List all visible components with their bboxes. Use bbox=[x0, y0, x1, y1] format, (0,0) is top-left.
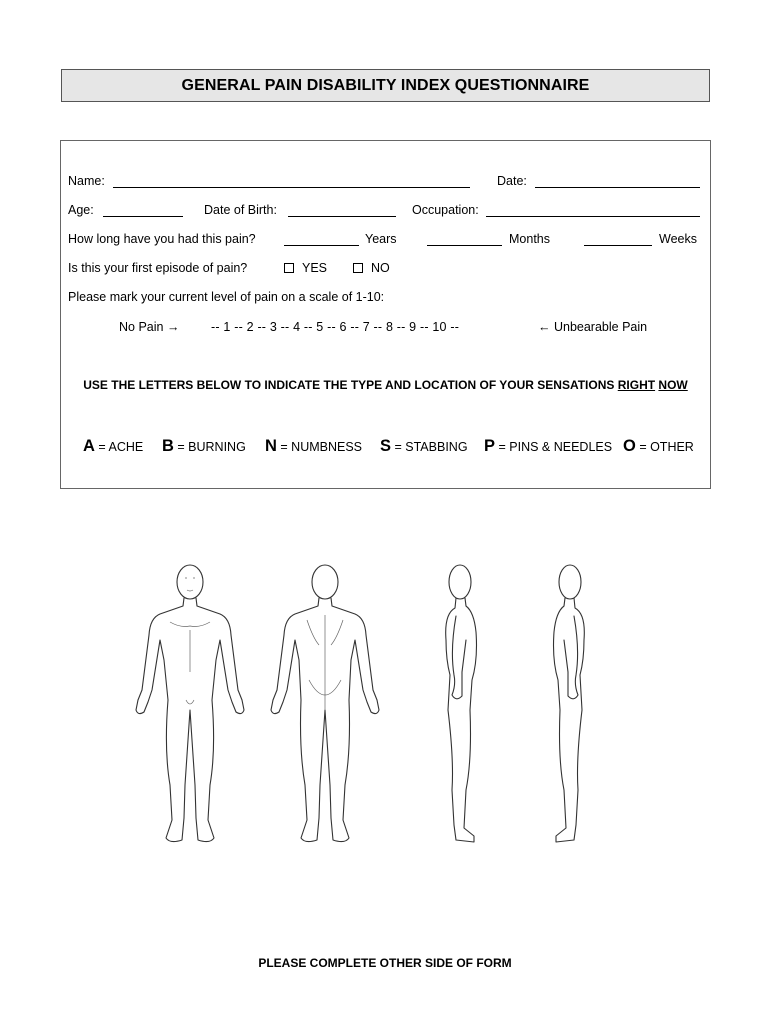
yes-label: YES bbox=[302, 261, 328, 275]
age-field[interactable] bbox=[103, 216, 183, 217]
pain-scale-prompt: Please mark your current level of pain on a scale of 1-10: bbox=[68, 290, 385, 304]
body-back-view[interactable] bbox=[271, 565, 379, 842]
weeks-field[interactable] bbox=[584, 245, 652, 246]
unbearable-pain-label: ← Unbearable Pain bbox=[538, 320, 648, 334]
instruction-text: USE THE LETTERS BELOW TO INDICATE THE TYPE AND LOCATION OF YOUR SENSATIONS bbox=[83, 378, 615, 392]
dob-field[interactable] bbox=[288, 216, 396, 217]
years-field[interactable] bbox=[284, 245, 359, 246]
years-label: Years bbox=[365, 232, 397, 246]
sensation-instruction bbox=[61, 378, 710, 392]
name-field[interactable] bbox=[113, 187, 470, 188]
no-label: NO bbox=[371, 261, 390, 275]
legend-burning: B = BURNING bbox=[162, 437, 246, 455]
months-field[interactable] bbox=[427, 245, 502, 246]
patient-info-section bbox=[60, 140, 711, 489]
legend-other: O = OTHER bbox=[623, 437, 694, 455]
legend-ache: A = ACHE bbox=[83, 437, 144, 455]
legend-stabbing: S = STABBING bbox=[380, 437, 468, 455]
no-pain-label: No Pain → bbox=[119, 320, 180, 334]
dob-label: Date of Birth: bbox=[204, 203, 277, 217]
date-field[interactable] bbox=[535, 187, 700, 188]
first-episode-label: Is this your first episode of pain? bbox=[68, 261, 248, 275]
legend-pins-needles: P = PINS & NEEDLES bbox=[484, 437, 613, 455]
occupation-field[interactable] bbox=[486, 216, 700, 217]
no-option[interactable] bbox=[353, 261, 390, 275]
name-label: Name: bbox=[68, 174, 105, 188]
yes-option[interactable] bbox=[284, 261, 327, 275]
pain-scale[interactable]: -- 1 -- 2 -- 3 -- 4 -- 5 -- 6 -- 7 -- 8 -- 9 -- 10 -- bbox=[211, 320, 460, 334]
body-front-view[interactable] bbox=[136, 565, 244, 842]
yes-checkbox[interactable] bbox=[284, 263, 294, 273]
months-label: Months bbox=[509, 232, 550, 246]
occupation-label: Occupation: bbox=[412, 203, 479, 217]
body-side-view-right[interactable] bbox=[446, 565, 477, 842]
age-label: Age: bbox=[68, 203, 94, 217]
footer-note: PLEASE COMPLETE OTHER SIDE OF FORM bbox=[258, 956, 512, 970]
legend-numbness: N = NUMBNESS bbox=[265, 437, 363, 455]
form-title: GENERAL PAIN DISABILITY INDEX QUESTIONNAIRE bbox=[61, 69, 710, 102]
how-long-label: How long have you had this pain? bbox=[68, 232, 256, 246]
date-label: Date: bbox=[497, 174, 527, 188]
no-checkbox[interactable] bbox=[353, 263, 363, 273]
weeks-label: Weeks bbox=[659, 232, 697, 246]
body-diagrams[interactable] bbox=[130, 560, 630, 860]
body-side-view-left[interactable] bbox=[554, 565, 585, 842]
instruction-right: RIGHT bbox=[617, 378, 656, 392]
instruction-now: NOW bbox=[658, 378, 688, 392]
